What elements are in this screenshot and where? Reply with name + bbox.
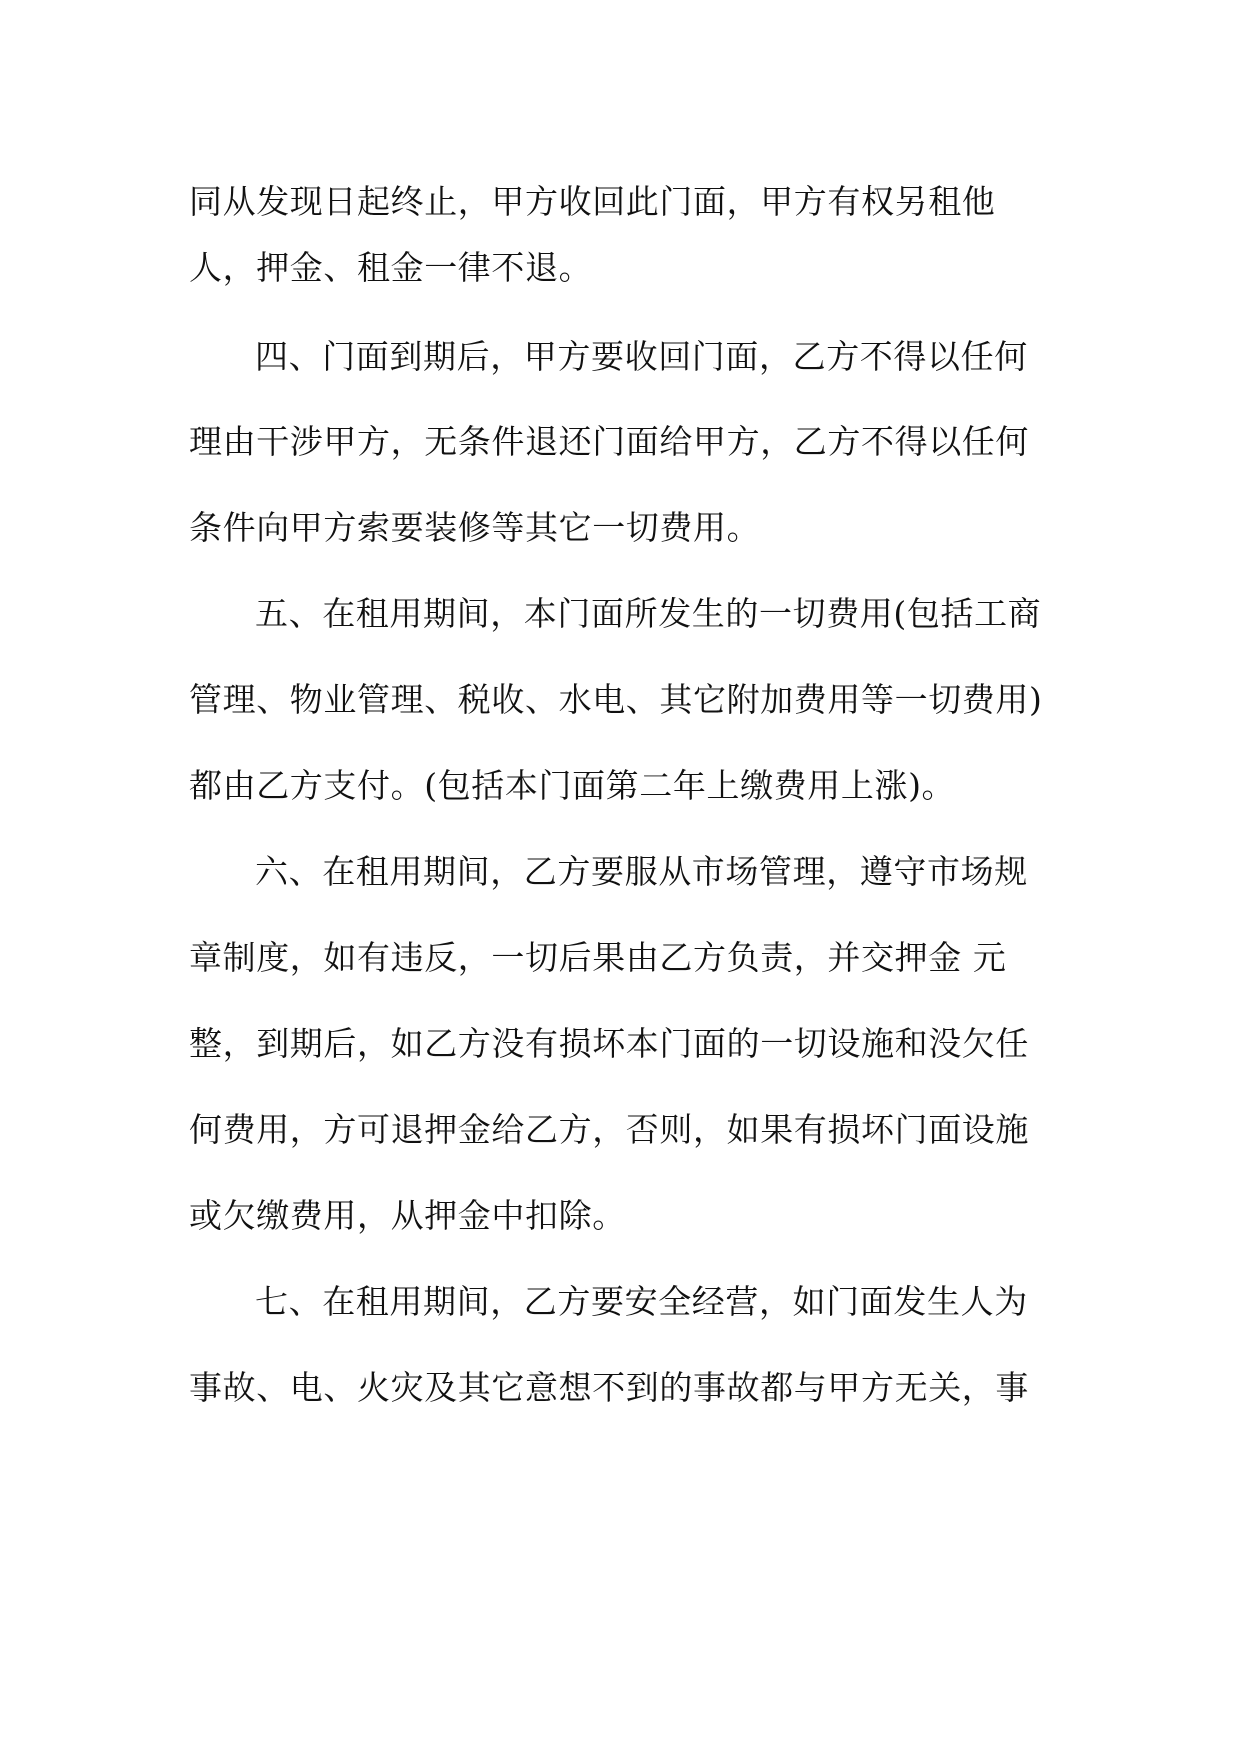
paragraph-start-line: 五、在租用期间，本门面所发生的一切费用(包括工商	[255, 594, 1042, 633]
paragraph-start-line: 四、门面到期后，甲方要收回门面，乙方不得以任何	[255, 337, 1028, 376]
text-line: 整，到期后，如乙方没有损坏本门面的一切设施和没欠任	[189, 1024, 1029, 1063]
text-line: 管理、物业管理、税收、水电、其它附加费用等一切费用)	[189, 680, 1043, 719]
text-line: 条件向甲方索要装修等其它一切费用。	[189, 508, 761, 547]
text-line: 事故、电、火灾及其它意想不到的事故都与甲方无关，事	[189, 1368, 1029, 1407]
paragraph-start-line: 六、在租用期间，乙方要服从市场管理，遵守市场规	[255, 852, 1028, 891]
text-line: 都由乙方支付。(包括本门面第二年上缴费用上涨)。	[189, 766, 956, 805]
text-line: 或欠缴费用，从押金中扣除。	[189, 1196, 626, 1235]
text-line: 人，押金、租金一律不退。	[189, 248, 593, 287]
text-line: 理由干涉甲方，无条件退还门面给甲方，乙方不得以任何	[189, 422, 1029, 461]
text-line: 何费用，方可退押金给乙方，否则，如果有损坏门面设施	[189, 1110, 1029, 1149]
text-line: 同从发现日起终止，甲方收回此门面，甲方有权另租他	[189, 182, 996, 221]
text-line: 章制度，如有违反，一切后果由乙方负责，并交押金 元	[189, 938, 1007, 977]
paragraph-start-line: 七、在租用期间，乙方要安全经营，如门面发生人为	[255, 1282, 1028, 1321]
